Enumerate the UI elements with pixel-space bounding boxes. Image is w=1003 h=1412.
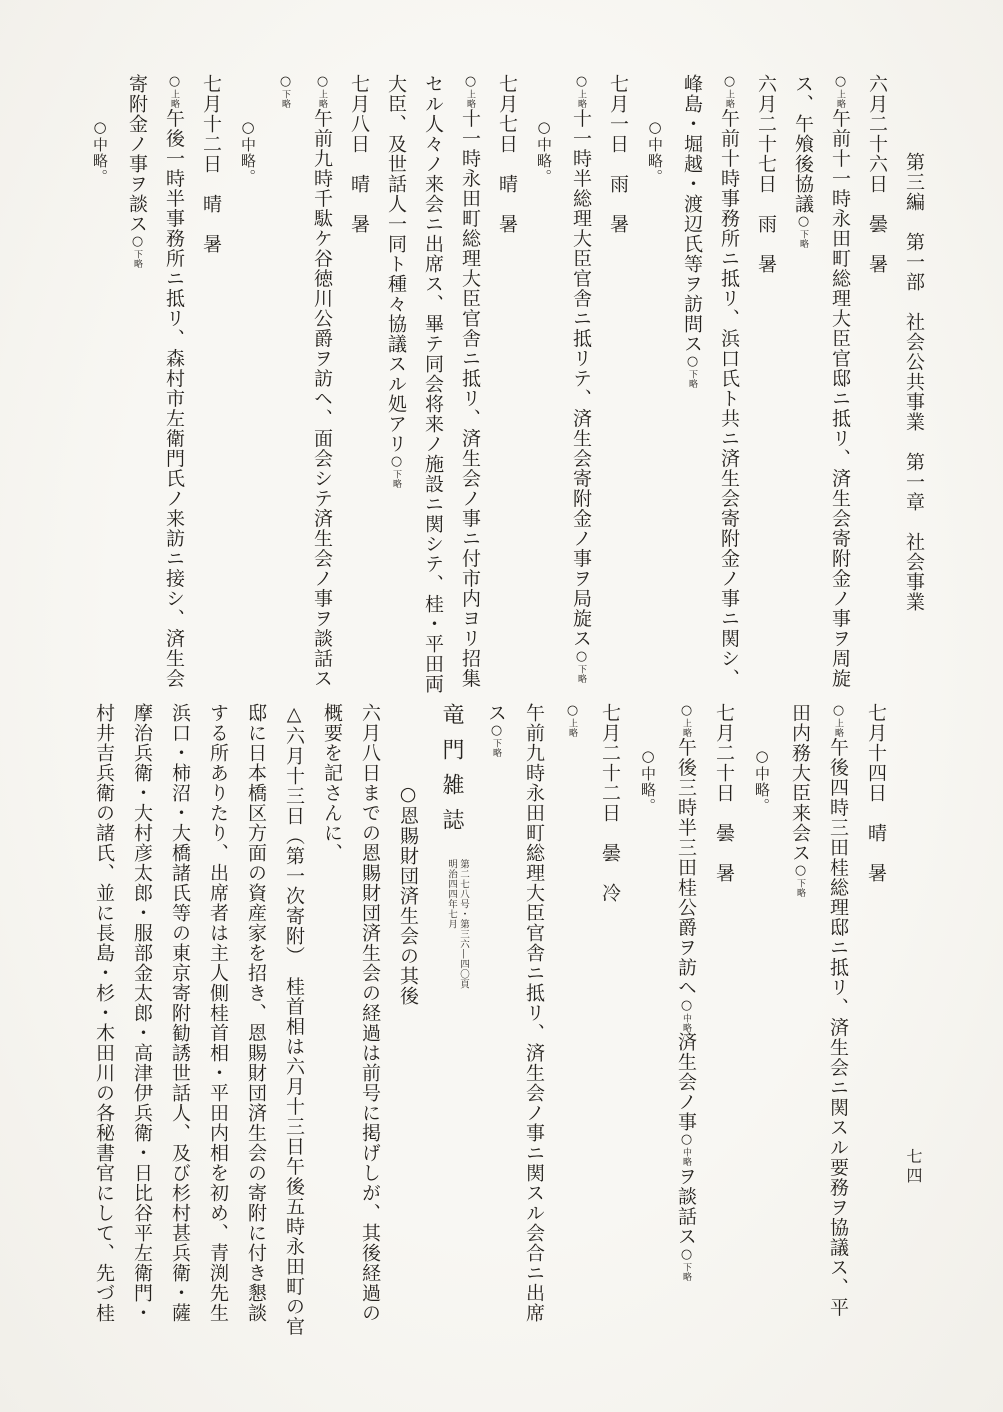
paragraph-line [321,703,343,1358]
omission-line [644,74,666,722]
text-run: 七月二十日 曇 暑 [713,703,735,883]
text-run: 田内務大臣来会ス [789,703,811,863]
text-run: 済生会ノ事 [675,1032,697,1132]
omission-line [237,74,259,722]
diary-date [348,74,370,722]
diary-date [607,74,629,722]
omission-circle: ○ [574,648,589,664]
section-header [903,74,925,722]
text-run: 浜口・柿沼・大橋諸氏等の東京寄附勧誘世話人、及び杉村甚兵衛・薩 [169,703,191,1323]
omission-circle: ○ [685,354,700,370]
omission-circle: ○ [679,997,694,1013]
entry-continuation [126,74,148,722]
text-run: 七月八日 晴 暑 [348,74,370,234]
text-run: 第三編 第一部 社会公共事業 第一章 社会事業 [903,152,925,612]
text-run: 七月二十二日 曇 冷 [599,703,621,903]
citation-note [445,859,469,989]
omission-note: ○上略 [831,703,846,738]
text-run: ス [485,703,507,723]
magazine-title-text: 竜門雑誌 [439,703,464,843]
diary-entry [570,74,592,722]
diary-entry [675,703,697,1358]
omission-note: ○上略 [315,74,330,109]
paragraph-line [93,703,115,1358]
text-run: ス、午飧後協議 [792,74,814,214]
omission-circle: ○ [833,74,848,90]
diary-entry [163,74,185,722]
text-run: 七月一日 雨 暑 [607,74,629,234]
omission-circle: ○ [463,74,478,90]
text-run: 午後一時半事務所ニ抵リ、森村市左衛門氏ノ来訪ニ接シ、済生会 [163,108,185,689]
text-run: 午前九時千駄ケ谷徳川公爵ヲ訪ヘ、面会シテ済生会ノ事ヲ談話ス [311,108,333,689]
text-run: 午前九時永田町総理大臣官舎ニ抵リ、済生会ノ事ニ関スル会合ニ出席 [523,703,545,1323]
citation-note-line: 明治四四年七月 [446,859,457,929]
omission-circle: ○ [679,1132,694,1148]
text-run: ○中略。 [91,118,109,185]
text-run: 午前十時事務所ニ抵リ、浜口氏ト共ニ済生会寄附金ノ事ニ関シ、 [718,108,740,689]
diary-entry [523,703,545,1358]
entry-continuation [789,703,811,1358]
text-run: ○中略。 [753,747,771,814]
text-run: ○中略。 [639,747,657,814]
entry-continuation [792,74,814,722]
citation-note-line: 第二七八号・第三六―四〇頁 [458,859,469,989]
text-run: 午後四時三田桂総理邸ニ抵リ、済生会ニ関スル要務ヲ協議ス、平 [827,737,849,1318]
text-run: 峰島・堀越・渡辺氏等ヲ訪問ス [681,74,703,354]
omission-circle: ○ [389,454,404,470]
page-number: 七四 [904,1148,923,1186]
omission-note-line [274,74,296,722]
top-text-block [74,74,925,722]
omission-circle: ○ [796,214,811,230]
text-run: 大臣、及世話人一同ト種々協議スル処アリ [385,74,407,454]
paragraph-line [169,703,191,1358]
omission-note: ○上略 [722,74,737,109]
entry-continuation [681,74,703,722]
omission-circle: ○ [489,723,504,739]
paragraph-line [359,703,381,1358]
diary-date [755,74,777,722]
magazine-title [435,703,469,1358]
diary-entry [459,74,481,722]
text-run: 十一時永田町総理大臣官舎ニ抵リ、済生会ノ事ニ付市内ヨリ招集 [459,108,481,689]
omission-circle: ○ [679,703,694,719]
text-run: 概要を記さんに、 [321,703,343,863]
omission-note: ○下略 [796,214,811,249]
text-run: ○中略。 [535,118,553,185]
omission-line [637,703,659,1358]
text-run: 七月十四日 晴 暑 [865,703,887,883]
diary-entry [827,703,849,1358]
omission-circle: ○ [278,74,293,90]
text-run: 六月二十七日 雨 暑 [755,74,777,274]
diary-date [599,703,621,1358]
omission-circle: ○ [130,234,145,250]
diary-entry [829,74,851,722]
paragraph-line [207,703,229,1358]
omission-note: ○下略 [389,454,404,489]
omission-note: ○上略 [833,74,848,109]
text-run: ○中略。 [239,118,257,185]
omission-circle: ○ [574,74,589,90]
text-run: 寄附金ノ事ヲ談ス [126,74,148,234]
omission-circle: ○ [793,863,808,879]
omission-circle: ○ [565,703,580,719]
omission-note: ○上略 [463,74,478,109]
omission-note: ○下略 [130,234,145,269]
text-run: セル人々ノ来会ニ出席ス、畢テ同会将来ノ施設ニ関シテ、桂・平田両 [422,74,444,694]
omission-note: ○中略 [679,997,694,1032]
text-run: ○恩賜財団済生会の其後 [397,783,419,1006]
text-run: ○中略。 [646,118,664,185]
diary-date [200,74,222,722]
omission-circle: ○ [831,703,846,719]
text-run: 午前十一時永田町総理大臣官邸ニ抵リ、済生会寄附金ノ事ヲ周旋 [829,108,851,689]
omission-note: ○上略 [167,74,182,109]
omission-note: ○上略 [679,703,694,738]
omission-circle: ○ [722,74,737,90]
text-run: 午後三時半三田桂公爵ヲ訪ヘ [675,737,697,998]
text-run: △六月十三日（第一次寄附） 桂首相は六月十三日午後五時永田町の官 [283,703,305,1337]
omission-note: ○下略 [278,74,293,109]
paragraph-line [283,703,305,1358]
omission-circle: ○ [315,74,330,90]
text-run: ヲ談話ス [675,1166,697,1247]
text-run: 十一時半総理大臣官舎ニ抵リテ、済生会寄附金ノ事ヲ局旋ス [570,108,592,649]
text-run: 村井吉兵衛の諸氏、並に長島・杉・木田川の各秘書官にして、先づ桂 [93,703,115,1323]
omission-note: ○中略 [679,1132,694,1167]
omission-note: ○下略 [679,1246,694,1281]
omission-note: ○上略 [574,74,589,109]
omission-note: ○下略 [574,648,589,683]
diary-entry [718,74,740,722]
diary-date [866,74,888,722]
article-heading [397,703,419,1358]
omission-note-line [561,703,583,1358]
text-run: 六月二十六日 曇 暑 [866,74,888,274]
entry-continuation [485,703,507,1358]
text-run: 七月七日 晴 暑 [496,74,518,234]
omission-note: ○下略 [685,354,700,389]
paragraph-line [245,703,267,1358]
text-run: 摩治兵衛・大村彦太郎・服部金太郎・高津伊兵衛・日比谷平左衛門・ [131,703,153,1323]
omission-note: ○下略 [489,723,504,758]
diary-date [865,703,887,1358]
omission-note: ○下略 [793,863,808,898]
entry-continuation [422,74,444,722]
text-run: 六月八日までの恩賜財団済生会の経過は前号に掲げしが、其後経過の [359,703,381,1323]
diary-date [496,74,518,722]
omission-circle: ○ [679,1246,694,1262]
bottom-text-block [77,703,887,1358]
entry-continuation [385,74,407,722]
omission-line [89,74,111,722]
text-run: する所ありたり、出席者は主人側桂首相・平田内相を初め、青渕先生 [207,703,229,1323]
omission-circle: ○ [167,74,182,90]
text-run: 邸に日本橋区方面の資産家を招き、恩賜財団済生会の寄附に付き懇談 [245,703,267,1323]
omission-line [533,74,555,722]
diary-entry [311,74,333,722]
omission-note: ○上略 [565,703,580,738]
paragraph-line [131,703,153,1358]
text-run: 七月十二日 晴 暑 [200,74,222,254]
omission-line [751,703,773,1358]
diary-date [713,703,735,1358]
